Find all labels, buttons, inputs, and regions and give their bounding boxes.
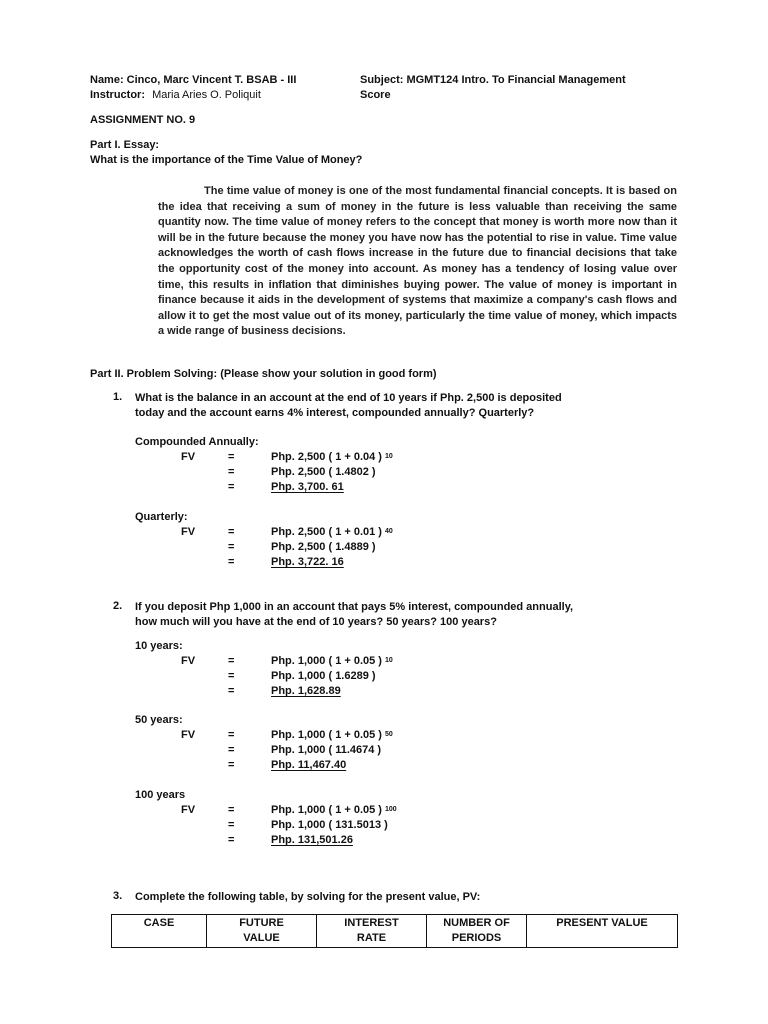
equals-sign: = [228,834,235,846]
question-1-line2: today and the account earns 4% interest, compounded annually? Quarterly? [135,407,535,419]
ten-years-factor: Php. 1,000 ( 1.6289 ) [271,670,376,682]
fifty-years-factor: Php. 1,000 ( 11.4674 ) [271,744,382,756]
fifty-years-formula: Php. 1,000 ( 1 + 0.05 ) $^{50}$ [271,729,393,741]
fifty-years-label: 50 years: [135,714,183,726]
exponent: 10 [384,453,393,460]
equals-sign: = [228,744,235,756]
fv-label: FV [181,526,196,538]
equals-sign: = [228,541,235,553]
question-2-number: 2. [113,600,123,612]
question-1-number: 1. [113,391,123,403]
quarterly-answer: Php. 3,722. 16 [271,556,344,568]
part1-question: What is the importance of the Time Value of Money? [90,154,363,166]
instructor-label: Instructor: [90,89,145,101]
ten-years-answer: Php. 1,628.89 [271,685,341,697]
compounded-annually-label: Compounded Annually: [135,436,259,448]
annual-factor: Php. 2,500 ( 1.4802 ) [271,466,376,478]
present-value-table [111,914,678,948]
score-label: Score [360,89,391,101]
column-header-interest-rate: INTEREST RATE [317,915,427,948]
annual-answer: Php. 3,700. 61 [271,481,344,493]
column-header-present-value: PRESENT VALUE [527,915,678,948]
equals-sign: = [228,729,235,741]
quarterly-factor: Php. 2,500 ( 1.4889 ) [271,541,376,553]
table-header-row [112,915,678,948]
instructor-name: Maria Aries O. Poliquit [152,89,261,101]
fv-label: FV [181,451,196,463]
equals-sign: = [228,670,235,682]
column-header-case: CASE [112,915,207,948]
fv-label: FV [181,655,196,667]
equals-sign: = [228,655,235,667]
exponent: 100 [384,806,397,813]
exponent: 10 [384,657,393,664]
equals-sign: = [228,526,235,538]
column-header-number-of-periods: NUMBER OF PERIODS [427,915,527,948]
hundred-years-answer: Php. 131,501.26 [271,834,353,846]
assignment-title: ASSIGNMENT NO. 9 [90,114,196,126]
question-3-number: 3. [113,890,123,902]
equals-sign: = [228,759,235,771]
fv-label: FV [181,804,196,816]
subject: Subject: MGMT124 Intro. To Financial Management [360,74,626,86]
fifty-years-answer: Php. 11,467.40 [271,759,347,771]
column-header-future-value: FUTURE VALUE [207,915,317,948]
quarterly-label: Quarterly: [135,511,188,523]
equals-sign: = [228,804,235,816]
exponent: 40 [384,528,393,535]
part2-title: Part II. Problem Solving: (Please show your solution in good form) [90,368,437,380]
part1-title: Part I. Essay: [90,139,160,151]
quarterly-formula: Php. 2,500 ( 1 + 0.01 ) $^{40}$ [271,526,393,538]
question-3-text: Complete the following table, by solving for the present value, PV: [135,891,481,903]
essay-text: The time value of money is one of the most fundamental financial concepts. It is based on the idea that receiving a sum of money in the future is less valuable than receiving the same quantity now. The time value of money refers to the concept that money is worth more now than it will be in the future because the money you have now has the potential to rise in value. Time value acknowledges the worth of cash flows increase in the future due to financial decisions that take the opportunity cost of the money into account. As money has a tendency of losing value over time, this results in inflation that diminishes buying power. The value of money is important in finance because it aids in the development of systems that maximize a company's cash flows and allow it to get the most value out of its money, particularly the time value of money, which impacts a wide range of business decisions. [158,185,677,338]
student-name: Name: Cinco, Marc Vincent T. BSAB - III [90,74,297,86]
hundred-years-factor: Php. 1,000 ( 131.5013 ) [271,819,388,831]
ten-years-label: 10 years: [135,640,183,652]
hundred-years-label: 100 years [135,789,186,801]
equals-sign: = [228,685,235,697]
equals-sign: = [228,466,235,478]
fv-label: FV [181,729,196,741]
annual-formula: Php. 2,500 ( 1 + 0.04 ) $^{10}$ [271,451,393,463]
equals-sign: = [228,451,235,463]
question-2-line2: how much will you have at the end of 10 years? 50 years? 100 years? [135,616,497,628]
essay-paragraph [158,184,677,340]
ten-years-formula: Php. 1,000 ( 1 + 0.05 ) $^{10}$ [271,655,393,667]
question-2-line1: If you deposit Php 1,000 in an account that pays 5% interest, compounded annually, [135,601,574,613]
hundred-years-formula: Php. 1,000 ( 1 + 0.05 ) $^{100}$ [271,804,397,816]
equals-sign: = [228,819,235,831]
exponent: 50 [384,731,393,738]
equals-sign: = [228,556,235,568]
question-1-line1: What is the balance in an account at the end of 10 years if Php. 2,500 is deposited [135,392,562,404]
equals-sign: = [228,481,235,493]
instructor-line [90,88,261,103]
